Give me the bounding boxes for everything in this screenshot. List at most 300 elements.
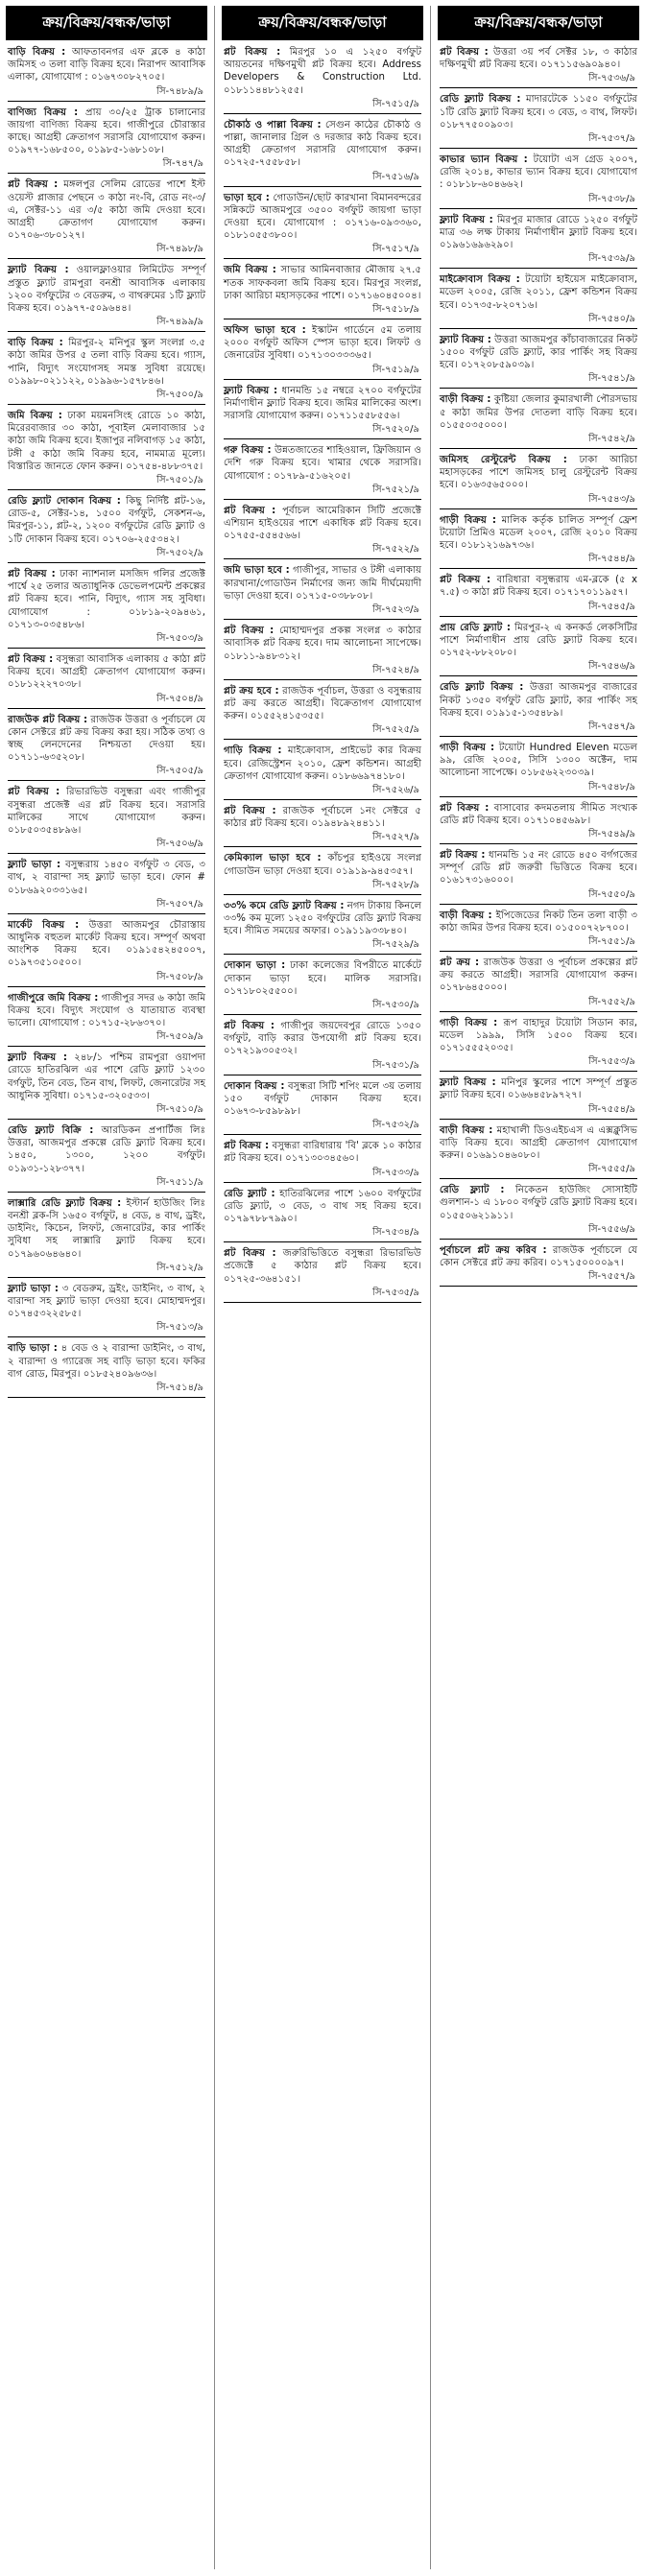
ad-code: সি-৭৫৫৬/৯: [440, 1222, 637, 1240]
ad-code: সি-৭৫২৭/৯: [224, 830, 421, 847]
ad-body: [8, 410, 205, 473]
ad-keyword: কাভার ভ্যান বিক্রয় :: [440, 154, 528, 166]
ad-text: ৩ বেডরুম, ড্রইং, ডাইনিং, ৩ বাথ, ২ বারান্দা সহ ফ্ল্যাট ভাড়া দেওয়া হবে। মোহাম্মদপুর। ০১৭৪৫৩২২৫৮৫।: [8, 1283, 205, 1320]
ad-code: সি-৭৫৫৩/৯: [440, 1054, 637, 1072]
ad-body: [440, 681, 637, 720]
ad-body: [224, 385, 421, 423]
ad-code: সি-৭৫৫২/৯: [440, 995, 637, 1012]
classified-ad: [438, 391, 639, 449]
ad-keyword: বাড়ি বিক্রয় :: [8, 47, 66, 58]
ad-body: [224, 505, 421, 543]
ad-text: ২৪৮/১ পশ্চিম রামপুরা ওয়াপদা রোডে হাতিরঝিল এর পাশে রেডি ফ্ল্যাট ১২৩০ বর্গফুট, তিন বেড, তিন বাথ, লিফট, জেনারেটর সহ আধুনিক সুবিধা। ০১৭১৫-৩২০৫৩৩।: [8, 1052, 205, 1101]
ad-code: সি-৭৫১৭/৯: [224, 242, 421, 259]
ad-code: সি-৭৫৩৭/৯: [440, 131, 637, 149]
ad-body: [8, 992, 205, 1030]
classified-ad: [6, 262, 207, 332]
ad-keyword: প্লট বিক্রয় :: [8, 787, 60, 798]
ad-body: [224, 852, 421, 877]
classified-ad: [438, 955, 639, 1012]
ad-code: সি-৭৫০৪/৯: [8, 692, 205, 709]
ad-body: [440, 273, 637, 312]
ad-body: [440, 742, 637, 780]
ad-body: [8, 46, 205, 84]
ad-text: বসুন্ধরা আবাসিক এলাকায় ৫ কাঠা প্লট বিক্রয় হবে। আগ্রহী ক্রেতাগণ যোগাযোগ করুন। ০১৮১২২২৭০৩৮।: [8, 653, 205, 691]
classified-ad: [438, 1242, 639, 1287]
ad-body: [224, 1140, 421, 1165]
ad-body: [440, 214, 637, 252]
ad-text: মোহাম্মদপুর প্রকল্প সংলগ্ন ৩ কাঠার আবাসিক প্লট বিক্রয় হবে। দাম আলোচনা সাপেক্ষে। ০১৮১১-৯৪৮৩১২।: [224, 626, 421, 662]
classified-ad: [6, 651, 207, 709]
ad-keyword: গাড়ি বিক্রয় :: [224, 745, 282, 757]
ad-keyword: প্লট বিক্রয় :: [224, 47, 281, 58]
ad-text: ঢাকা আরিচা মহাসড়কের পাশে জমিসহ চালু রেস্টুরেন্ট বিক্রয় হবে। ০১৬৩৫৬৫০০০।: [440, 455, 637, 491]
ad-code: সি-৭৫২৫/৯: [224, 722, 421, 740]
ad-keyword: প্লট বিক্রয় :: [440, 47, 489, 58]
classified-ad: [438, 908, 639, 952]
ad-body: [8, 786, 205, 837]
ad-code: সি-৭৫৩২/৯: [224, 1118, 421, 1135]
classified-ad: [6, 1340, 207, 1398]
classified-ad: [438, 1015, 639, 1073]
ad-code: সি-৭৫৪৪/৯: [440, 552, 637, 569]
ad-code: সি-৭৫৪৩/৯: [440, 492, 637, 509]
ad-keyword: ফ্ল্যাট ভাড়া :: [8, 860, 61, 871]
ad-body: [224, 900, 421, 938]
ad-body: [8, 919, 205, 970]
ad-code: সি-৭৫০৭/৯: [8, 897, 205, 914]
ad-body: [224, 1080, 421, 1119]
ad-text: ধানমন্ডি ১৫ নং রোডে ৪৫০ বর্গগজের সম্পূর্ণ রেডি প্লট জরুরী ভিত্তিতে বিক্রয় হবে। ০১৬১৭৩১৬০০০।: [440, 849, 637, 886]
classified-ad: [6, 990, 207, 1048]
ad-body: [224, 685, 421, 723]
ad-body: [8, 264, 205, 315]
ad-code: সি-৭৫০৮/৯: [8, 970, 205, 987]
ad-body: [440, 622, 637, 660]
ad-body: [224, 1188, 421, 1226]
ad-body: [8, 337, 205, 388]
ad-code: সি-৭৫৪৯/৯: [440, 827, 637, 844]
ad-code: সি-৭৫৫৫/৯: [440, 1162, 637, 1179]
ad-keyword: চৌকাঠ ও পাল্লা বিক্রয় :: [224, 119, 322, 130]
ad-keyword: বাড়ী বিক্রয় :: [440, 394, 491, 406]
ad-keyword: প্লট বিক্রয় :: [224, 1141, 270, 1152]
ad-text: মাদারটেকে ১১৫০ বর্গফুটের ১টি রেডি ফ্ল্যাট বিক্রয় হবে। ৩ বেড, ৩ বাথ, লিফট। ০১৮৭৭৫০০৯০৩।: [440, 94, 637, 130]
ad-text: গাজীপুর জয়দেবপুর রোডে ১৩৫০ বর্গফুট, বাড়ি করার উপযোগী প্লট বিক্রয় হবে। ০১৭২১৯৩০৫৩২।: [224, 1020, 421, 1057]
ad-keyword: ফ্ল্যাট বিক্রয় :: [8, 1052, 67, 1064]
ad-body: [8, 106, 205, 157]
ad-keyword: কেমিক্যাল ভাড়া হবে :: [224, 853, 322, 864]
ad-text: মহাখালী ডিওএইচএস এ এক্সক্লুসিভ বাড়ি বিক্রয় হবে। আগ্রহী ক্রেতাগণ যোগাযোগ করুন। ০১৬৯১০৪৬০৮০।: [440, 1124, 637, 1161]
ad-code: সি-৭৫১৯/৯: [224, 363, 421, 380]
section-header: ক্রয়/বিক্রয়/বন্ধক/ভাড়া: [222, 6, 423, 40]
classified-ad: [6, 1123, 207, 1193]
ad-keyword: রেডি ফ্ল্যাট :: [440, 1185, 505, 1196]
ad-body: [8, 1052, 205, 1102]
classified-ad: [438, 572, 639, 616]
ad-body: [440, 849, 637, 887]
ad-keyword: গাড়ী বিক্রয় :: [440, 742, 495, 753]
ad-text: প্রায় ৩০/২৫ ট্রাক চালানোর জায়গা বাণিজ্য বিক্রয় হবে। গাজীপুরে চৌরাস্তার কাছে। আগ্রহী ক্রেতাগণ সরাসরি যোগাযোগ করুন। ০১৯৭৭-১৬৮৫০০, ০১৯৮৫-১৬৮১০৮।: [8, 106, 205, 156]
ad-keyword: মাইক্রোবাস বিক্রয় :: [440, 274, 520, 286]
classified-ad: [438, 1075, 639, 1119]
ad-keyword: রেডি ফ্ল্যাট দোকান বিক্রয় :: [8, 496, 121, 508]
ad-text: উত্তরা আজমপুর চৌরাস্তায় আধুনিক বহুতল মার্কেট বিক্রয় হবে। সম্পূর্ণ অথবা আংশিক বিক্রয় হবে। ০১৯১৫৪২৪৫০০৭, ০১৯৭৩৫১০৫০০।: [8, 919, 205, 969]
classified-ad: [438, 847, 639, 905]
classified-ad: [6, 44, 207, 102]
ad-text: ইস্কাটন গার্ডেনে ৫ম তলায় ২০০০ বর্গফুট অফিস স্পেস ভাড়া হবে। লিফট ও জেনারেটর সুবিধা। ০১৭১৩০৩৩৩৬৫।: [224, 325, 421, 362]
ad-code: সি-৭৫৪২/৯: [440, 432, 637, 449]
ad-code: সি-৭৫৪৭/৯: [440, 720, 637, 737]
ad-keyword: প্লট বিক্রয় :: [440, 575, 491, 586]
ad-keyword: প্লট বিক্রয় :: [224, 1020, 275, 1031]
ad-body: [440, 574, 637, 599]
ad-body: [224, 744, 421, 783]
classified-ad: [222, 1078, 423, 1136]
ad-body: [440, 1184, 637, 1222]
classified-ad: [438, 620, 639, 677]
ad-text: ৪ বেড ও ২ বারান্দা ডাইনিং, ৩ বাথ, ২ বারান্দা ও গ্যারেজ সহ বাড়ি ভাড়া হবে। ফকির বাগ রোড, মিরপুর। ০১৮৫২৪০৯৬৩৬।: [8, 1343, 205, 1380]
ad-text: মাইক্রোবাস, প্রাইভেট কার বিক্রয় হবে। রেজিস্ট্রেশন ২০১০, ফ্রেশ কন্ডিশন। আগ্রহী ক্রেতাগণ যোগাযোগ করুন। ০১৮৬৬৯৭৪১৮০।: [224, 745, 421, 782]
ad-text: উন্নতজাতের শাহিওয়াল, ফ্রিজিয়ান ও দেশি গরু বিক্রয় হবে। খামার থেকে সরাসরি। যোগাযোগ : ০১৭৮৯-৫১৬২০৫।: [224, 445, 421, 482]
classified-ad: [438, 91, 639, 149]
classified-ad: [222, 743, 423, 800]
ad-keyword: পূর্বাচলে প্লট ক্রয় করিব :: [440, 1244, 547, 1256]
ad-code: সি-৭৫১১/৯: [8, 1175, 205, 1193]
ad-code: সি-৭৫১৪/৯: [8, 1381, 205, 1398]
classified-ad: [222, 503, 423, 560]
classified-ad: [438, 452, 639, 509]
ad-text: টয়োটা হাইয়েস মাইক্রোবাস, মডেল ২০০৫, রেজি ২০১১, ফ্রেশ কন্ডিশন বিক্রয় হবে। ০১৭৩৫-৮২০৭১৬।: [440, 274, 637, 311]
ad-code: সি-৭৫৩৪/৯: [224, 1225, 421, 1242]
ad-keyword: গাজীপুরে জমি বিক্রয় :: [8, 992, 99, 1004]
ad-body: [224, 324, 421, 363]
column-divider: [430, 6, 431, 2569]
ad-code: সি-৭৫২২/৯: [224, 542, 421, 559]
classified-ad: [222, 562, 423, 620]
ad-text: উত্তরা আজমপুর কাঁচাবাজারের নিকট ১৫০০ বর্গফুট রেডি ফ্ল্যাট, কার পার্কিং সহ বিক্রয় হবে। ০১৭২০৮৫৯০৩৯।: [440, 334, 637, 371]
ad-text: নগদ টাকায় কিনলে ৩৩% কম মূল্যে ১২৫০ বর্গফুটের রেডি ফ্ল্যাট বিক্রয় হবে। সীমিত সময়ের অফার। ০১৯১১৯৩৩৮৪০।: [224, 900, 422, 937]
ad-code: সি-৭৫২০/৯: [224, 422, 421, 439]
ad-code: সি-৭৫৫৭/৯: [440, 1269, 637, 1287]
ad-keyword: প্লট বিক্রয় :: [224, 626, 275, 637]
classified-ad: [222, 1245, 423, 1303]
classified-ad: [222, 322, 423, 380]
ad-keyword: প্রায় রেডি ফ্ল্যাট :: [440, 622, 511, 633]
ad-text: ঢাকা ময়মনসিংহ রোডে ১০ কাঠা, মিরেরবাজার ৩০ কাঠা, পূবাইল মেলাবাজার ১৫ কাঠা জমি বিক্রয় হবে। ইজাপুর নলিবাগড় ১৫ কাঠা, টঙ্গী ৫ কাঠা জমি বিক্রয় হবে, নামমাত্র মূল্যে। বিস্তারিত জানতে ফোন করুন। ০১৭৫৪-৪৮৮৩৭৫।: [8, 411, 205, 472]
ad-text: মিরপুর-২ এ কনকর্ড লেকসিটির পাশে নির্মাণাধীন প্রায় রেডি ফ্ল্যাট বিক্রয় হবে। ০১৭৫২-৮৮২০৮০।: [440, 622, 638, 659]
ad-text: মালিক কর্তৃক চালিত সম্পূর্ণ ফ্রেশ টয়োটা প্রিমিও মডেল ২০০৭, রেজি ২০১০ বিক্রয় হবে। ০১৮১২১৬৯৭৩৬।: [440, 514, 637, 552]
ad-text: হাতিরঝিলের পাশে ১৬০০ বর্গফুটের রেডি ফ্ল্যাট, ৩ বেড, ৩ বাথ সহ বিক্রয় হবে। ০১৭৯৭৮৮৭৯৯০।: [224, 1188, 421, 1224]
ad-text: ঢাকা ন্যাশনাল মসজিদ গলির প্রজেক্ট পার্শ্বে ২৫ তলার অত্যাধুনিক ডেভেলপমেন্ট প্রকল্পের প্লট বিক্রয় হবে। পানি, বিদ্যুৎ, গ্যাস সহ সুবিধা। যোগাযোগ : ০১৮১৯-২০৯৪৬১, ০১৭১৩-০৩৫৪৮৬।: [8, 568, 205, 630]
classified-ad: [222, 117, 423, 187]
ad-keyword: প্লট বিক্রয় :: [224, 805, 276, 816]
ad-keyword: লাক্সারি রেডি ফ্ল্যাট বিক্রয় :: [8, 1197, 122, 1209]
ad-code: সি-৭৫৪৬/৯: [440, 659, 637, 676]
ad-body: [8, 1124, 205, 1175]
ad-code: সি-৭৪৭/৯: [8, 156, 205, 174]
ad-body: [440, 393, 637, 432]
ad-keyword: প্লট বিক্রয় :: [440, 802, 490, 814]
ad-text: টয়োটা এস গ্রেড ২০০৭, রেজি ২০১৪, কাভার ভ্যান বিক্রয় হবে। যোগাযোগ : ০১৮১৮-৬০৪৬৬২।: [440, 154, 637, 191]
ad-keyword: গাড়ী বিক্রয় :: [440, 514, 496, 526]
ad-code: সি-৭৫০১/৯: [8, 473, 205, 490]
ad-body: [224, 192, 421, 243]
ad-keyword: বাড়ী বিক্রয় :: [440, 910, 492, 921]
classified-ad: [438, 512, 639, 570]
ad-keyword: প্লট বিক্রয় :: [440, 849, 486, 861]
ad-text: রূপ বাহাদুর টয়োটা সিডান কার, মডেল ১৯৯৯, সিসি ১৫০০ বিক্রয় হবে। ০১৭১৫৫৫২০৩৫।: [440, 1017, 637, 1053]
classified-ad: [222, 850, 423, 894]
ad-keyword: রাজউক প্লট বিক্রয় :: [8, 714, 88, 725]
ad-text: গাজীপুর সদর ৬ কাঠা জমি বিক্রয় হবে। বিদ্যুৎ সংযোগ ও যাতায়াত ব্যবস্থা ভালো। যোগাযোগ : ০১৭১৫-২৮৬৩৭০।: [8, 992, 206, 1028]
ad-code: সি-৭৫১০/৯: [8, 1102, 205, 1120]
ad-text: গোডাউন/ছোট কারখানা বিমানবন্দরের সন্নিকটে আজমপুরে ৩৫০০ বর্গফুট জায়গা ভাড়া দেওয়া হবে। যোগাযোগ : ০১৭১৬-০৯৩৩৬০, ০১৮১০৫৫৩৮০০।: [224, 192, 421, 242]
classified-ad: [438, 800, 639, 844]
classified-ad: [222, 683, 423, 741]
ad-keyword: ৩৩% কমে রেডি ফ্ল্যাট বিক্রয় :: [224, 900, 345, 911]
ad-text: ওয়ালফ্লাওয়ার লিমিটেড সম্পূর্ণ প্রস্তুত ফ্ল্যাট রামপুরা বনশ্রী আবাসিক এলাকায় ১২০০ বর্গফুটের ৩ বেডরুম, ৩ বাথরুমের ১টি ফ্ল্যাট বিক্রয় হবে। ০১৯৭৭-৫০৯৬৪৪।: [8, 265, 205, 315]
ad-text: বাসাবোর কদমতলায় সীমিত সংখ্যক রেডি প্লট বিক্রয় হবে। ০১৭১০৪৫৬৯৮।: [440, 802, 637, 826]
classified-ad: [6, 105, 207, 175]
ad-text: আফতাবনগর এফ ব্লকে ৪ কাঠা জমিসহ ৩ তলা বাড়ি বিক্রয় হবে। নিরাপদ আবাসিক এলাকা, যোগাযোগ : ০১৬৭৩০৮২৭০৫।: [8, 47, 205, 83]
ad-keyword: বাড়ি বিক্রয় :: [8, 338, 63, 349]
classified-ad: [222, 383, 423, 440]
ad-text: রাজউক পূর্বাচলে যে কোন সেক্টরে প্লট ক্রয় করিব। ০১৭১৫০০০০৯৭।: [440, 1244, 637, 1268]
ad-code: সি-৭৫৪০/৯: [440, 312, 637, 329]
classified-ad: [6, 493, 207, 563]
ad-body: [224, 959, 421, 998]
ad-code: সি-৭৫৪১/৯: [440, 371, 637, 389]
column-1: [6, 6, 207, 2569]
section-header: ক্রয়/বিক্রয়/বন্ধক/ভাড়া: [438, 6, 639, 40]
ad-keyword: রেডি ফ্ল্যাট বিক্রয় :: [440, 682, 524, 694]
ad-text: রাজউক উত্তরা ও পূর্বাচল প্রকল্পের প্লট ক্রয় করতে আগ্রহী। সরাসরি যোগাযোগ করুন। ০১৭৮৬৪৫০০০।: [440, 957, 637, 994]
ad-text: রাজউক পূর্বাচলে ১নং সেক্টরে ৫ কাঠার প্লট বিক্রয় হবে। ০১৯৪৮৯২৪৪১১।: [224, 805, 421, 830]
classified-ad: [438, 679, 639, 737]
column-3: [438, 6, 639, 2569]
classified-ad: [222, 1018, 423, 1075]
ad-body: [224, 805, 421, 830]
ad-keyword: প্লট বিক্রয় :: [8, 179, 59, 191]
section-header: ক্রয়/বিক্রয়/বন্ধক/ভাড়া: [6, 6, 207, 40]
classified-ad: [222, 1186, 423, 1243]
classified-ad: [222, 957, 423, 1015]
ad-code: সি-৭৫১৬/৯: [224, 170, 421, 187]
ad-keyword: গরু বিক্রয় :: [224, 445, 272, 457]
ad-code: সি-৭৫৪৮/৯: [440, 780, 637, 797]
ad-body: [224, 625, 421, 663]
ad-keyword: রেডি ফ্ল্যাট :: [224, 1188, 275, 1199]
classified-ad: [6, 335, 207, 405]
classified-ad: [438, 740, 639, 797]
ad-text: মিরপুর মাজার রোডে ১২৫০ বর্গফুট মাত্র ৩৬ লক্ষ টাকায় নির্মাণাধীন ফ্ল্যাট বিক্রয় হবে। ০১৯৬১৬৯৬২৯০।: [440, 214, 637, 251]
ad-code: সি-৭৫০৬/৯: [8, 837, 205, 854]
ad-code: সি-৭৫৩৯/৯: [440, 251, 637, 269]
ad-text: ধানমন্ডি ১৫ নম্বরে ২৭০০ বর্গফুটের নির্মাণাধীন ফ্ল্যাট বিক্রয় হবে। জমির মালিকের অংশ। সরাসরি যোগাযোগ করুন। ০১৭১১৫৫৮৫৫৬।: [224, 385, 421, 422]
classified-ad: [6, 712, 207, 782]
ad-text: কিছু নির্দিষ্ট প্লট-১৬, রোড-৫, সেক্টর-১৪, ১৫০০ বর্গফুট, সেকশন-৬, মিরপুর-১১, প্লট-২, ১২০০ বর্গফুটের রেডি ফ্ল্যাট ও ১টি দোকান বিক্রয় হবে। ০১৭০৬-২৫৫৩৪২।: [8, 496, 205, 545]
classified-ad: [438, 152, 639, 209]
ad-keyword: বাড়ি ভাড়া :: [8, 1343, 58, 1355]
ad-body: [440, 46, 637, 71]
ad-body: [8, 568, 205, 631]
ad-text: সেগুন কাঠের চৌকাঠ ও পাল্লা, জানালার গ্রিল ও দরজার কাঠ বিক্রয় হবে। আগ্রহী ক্রেতাগণ সরাসরি যোগাযোগ করুন। ০১৭২৫-৭৫৫৮৫৮।: [224, 119, 421, 169]
classified-ad: [222, 623, 423, 680]
ad-code: সি-৭৫০৯/৯: [8, 1029, 205, 1047]
ad-code: সি-৭৫৪৫/৯: [440, 600, 637, 617]
ad-keyword: জমি বিক্রয় :: [8, 411, 62, 422]
classified-ad: [6, 1195, 207, 1278]
ad-keyword: ফ্ল্যাট বিক্রয় :: [8, 265, 69, 276]
ad-keyword: মার্কেট বিক্রয় :: [8, 919, 80, 931]
classified-ad: [438, 44, 639, 88]
ad-keyword: ভাড়া হবে :: [224, 192, 270, 203]
classified-ad: [222, 803, 423, 847]
ad-body: [224, 444, 421, 483]
ad-text: পূর্বাচল আমেরিকান সিটি প্রজেক্টে এশিয়ান হাইওয়ের পাশে একাধিক প্লট বিক্রয় হবে। ০১৭৫৫-৫৫৪৫৬৬।: [224, 505, 421, 542]
ad-text: টয়োটা Hundred Eleven মডেল ৯৯, রেজি ২০০৫, সিসি ১৩০০ অক্টেন, দাম আলোচনা সাপেক্ষে। ০১৮৫৬২২৩০৩৯।: [440, 742, 637, 779]
ad-code: সি-৭৪৯৯/৯: [8, 315, 205, 332]
ad-keyword: দোকান ভাড়া :: [224, 960, 286, 972]
classified-ad: [222, 1138, 423, 1182]
ad-keyword: প্লট বিক্রয় :: [8, 653, 54, 665]
ad-keyword: জমি ভাড়া হবে :: [224, 565, 290, 577]
ad-code: সি-৭৫০৩/৯: [8, 631, 205, 649]
classified-ad: [222, 898, 423, 956]
ad-body: [224, 264, 421, 302]
classified-ad: [222, 262, 423, 319]
ad-keyword: প্লট বিক্রয় :: [224, 505, 276, 516]
ad-text: উত্তরা ৩য় পর্ব সেক্টর ১৮, ৩ কাঠার দক্ষিণমুখী প্লট বিক্রয় হবে। ০১৭১১৫৬৯০৯৪০।: [440, 47, 637, 71]
ad-text: রিভারভিউ বসুন্ধরা এবং গাজীপুর বসুন্ধরা প্রজেক্ট এর প্লট বিক্রয় হবে। সরাসরি মালিকের সাথে যোগাযোগ করুন। ০১৮৫০৩৫৪৮৯৬।: [8, 787, 205, 836]
ad-text: ইপিজেডের নিকট তিন তলা বাড়ী ৩ কাঠা জমির উপর বিক্রয় হবে। ০১৫০০৭২৮৭০০।: [440, 910, 637, 934]
ad-body: [440, 154, 637, 192]
ad-body: [440, 1017, 637, 1055]
ad-code: সি-৭৫২৪/৯: [224, 663, 421, 680]
ad-keyword: প্লট বিক্রয় :: [224, 1248, 276, 1260]
ad-code: সি-৭৫৫১/৯: [440, 934, 637, 952]
ad-text: সাভার আমিনবাজার মৌজায় ২৭.৫ শতক সাফকবলা জমি বিক্রয় হবে। মিরপুর সংলগ্ন, ঢাকা আরিচা মহাসড়কের পাশে। ০১৭১৬০৪৫০০৪।: [224, 265, 421, 301]
ad-keyword: ফ্ল্যাট বিক্রয় :: [440, 334, 491, 345]
ad-body: [8, 1283, 205, 1321]
ad-text: মিরপুর-২ মনিপুর স্কুল সংলগ্ন ৩.৫ কাঠা জমির উপর ৫ তলা বাড়ি বিক্রয় হবে। গ্যাস, পানি, বিদ্যুৎ সংযোগসহ সমস্ত সুবিধা রয়েছে। ০১৯৯৮-০২১১২২, ০১৯৯৬-১৫৭৮৪৬।: [8, 338, 205, 387]
classified-ad: [6, 917, 207, 987]
ad-body: [224, 119, 421, 170]
ad-text: মনিপুর স্কুলের পাশে সম্পূর্ণ প্রস্তুত ফ্ল্যাট বিক্রয় হবে। ০১৬৬৪৫৮৯৭২৭।: [440, 1077, 637, 1101]
ad-text: রাজউক পূর্বাচল, উত্তরা ও বসুন্ধরায় প্লট ক্রয় করতে আগ্রহী। বিক্রেতাগণ যোগাযোগ করুন। ০১৫৫২৪১৫৩৫৫।: [224, 685, 421, 722]
classified-ad: [438, 272, 639, 329]
ad-code: সি-৭৫০৫/৯: [8, 764, 205, 781]
ad-text: বসুন্ধরায় ১৪৫০ বর্গফুট ৩ বেড, ৩ বাথ, ২ বারান্দা সহ ফ্ল্যাট ভাড়া হবে। ফোন # ০১৮৬৯২০৩৩১৬৫।: [8, 860, 205, 896]
ad-code: সি-৭৫১৫/৯: [224, 97, 421, 114]
ad-body: [8, 1197, 205, 1261]
ad-code: সি-৭৫২১/৯: [224, 483, 421, 500]
classified-ad: [438, 1182, 639, 1240]
ad-code: সি-৭৫২৯/৯: [224, 937, 421, 955]
ad-body: [440, 1244, 637, 1269]
ad-text: গাজীপুর, সাভার ও টঙ্গী এলাকায় কারখানা/গোডাউন নির্মাণের জন্য জমি দীর্ঘমেয়াদী ভাড়া দেওয়া হবে। ০১৭১৫-০৩৮৮০৮।: [224, 565, 421, 602]
classified-ad: [6, 784, 207, 854]
ad-code: সি-৭৫২৮/৯: [224, 878, 421, 895]
ad-text: রাজউক উত্তরা ও পূর্বাচলে যে কোন সেক্টরে প্লট ক্রয় বিক্রয় করা হয়। সঠিক তথ্য ও স্বচ্ছ লেনদেনের নিশ্চয়তা দেওয়া হয়। ০১৭১১-৬৩৫২০৮।: [8, 714, 206, 764]
ad-body: [440, 802, 637, 827]
classified-ad: [6, 408, 207, 490]
ad-code: সি-৭৫৩৮/৯: [440, 192, 637, 209]
ad-text: ঢাকা কলেজের বিপরীতে মার্কেটে দোকান ভাড়া হবে। মালিক সরাসরি। ০১৭১৮০২৫৫০০।: [224, 960, 421, 997]
ad-body: [440, 93, 637, 131]
ad-code: সি-৭৫৩৬/৯: [440, 71, 637, 88]
classified-ad: [438, 332, 639, 390]
ad-keyword: ফ্ল্যাট বিক্রয় :: [440, 214, 493, 225]
ad-text: বসুন্ধরা সিটি শপিং মলে ৩য় তলায় ১৫০ বর্গফুট দোকান বিক্রয় হবে। ০১৬৭৩-৮৫৯৮৯৮।: [224, 1080, 422, 1117]
ad-code: সি-৭৫৩০/৯: [224, 998, 421, 1015]
ad-keyword: রেডি ফ্ল্যাট বিক্রয় :: [440, 94, 521, 106]
ad-code: সি-৭৫০২/৯: [8, 546, 205, 563]
ad-code: সি-৭৪৮৯/৯: [8, 84, 205, 102]
ad-text: মিরপুর ১০ এ ১২৫০ বর্গফুট আয়তনের দক্ষিণমুখী প্লট বিক্রয় হবে। Address Developers & Construction Ltd. ০১৮১১৪৪৮১২৫৫।: [224, 47, 421, 96]
ad-text: নিকেতন হাউজিং সোসাইটি গুলশান-১ এ ১৮০০ বর্গফুট রেডি ফ্ল্যাট বিক্রয় হবে। ০১৫৫০৬২১৯১১।: [440, 1185, 637, 1221]
ad-body: [8, 859, 205, 897]
classified-ad: [6, 177, 207, 259]
ad-keyword: প্লট ক্রয় হবে :: [224, 685, 279, 697]
column-divider: [214, 6, 215, 2569]
classified-ad: [222, 190, 423, 260]
ad-code: সি-৭৫৩১/৯: [224, 1058, 421, 1075]
ad-code: সি-৭৫১৮/৯: [224, 302, 421, 319]
ad-keyword: রেডি ফ্ল্যাট বিক্রি :: [8, 1124, 94, 1136]
ad-body: [224, 564, 421, 603]
ad-keyword: অফিস ভাড়া হবে :: [224, 325, 306, 337]
column-2: [222, 6, 423, 2569]
ad-code: সি-৭৫১৩/৯: [8, 1320, 205, 1337]
ad-keyword: বাড়ী বিক্রয় :: [440, 1124, 493, 1136]
ad-code: সি-৭৫২৩/৯: [224, 603, 421, 620]
ad-code: সি-৭৪৯৮/৯: [8, 242, 205, 259]
ad-text: বসুন্ধরা বারিধারায় 'বি' ব্লকে ১০ কাঠার প্লট বিক্রয় হবে। ০১৭১৩০৩৪৫৬০।: [224, 1141, 421, 1165]
ad-keyword: জমিসহ রেস্টুরেন্ট বিক্রয় :: [440, 455, 567, 466]
classified-ad: [222, 442, 423, 500]
ad-body: [8, 178, 205, 242]
ad-body: [440, 454, 637, 492]
classified-ad: [6, 1050, 207, 1120]
ad-body: [440, 334, 637, 372]
ad-text: কুষ্টিয়া জেলার কুমারখালী পৌরসভায় ৫ কাঠা জমির উপর দোতলা বাড়ি বিক্রয় হবে। ০১৫৫০৩৫০০০।: [440, 394, 637, 431]
ad-body: [224, 1020, 421, 1058]
ad-text: জরুরিভিত্তিতে বসুন্ধরা রিভারভিউ প্রজেক্টে ৫ কাঠার প্লট বিক্রয় হবে। ০১৭২৫-৩৬৪১৫১।: [224, 1248, 421, 1285]
classified-ad: [438, 212, 639, 270]
ad-body: [8, 714, 205, 765]
ad-keyword: বাণিজ্য বিক্রয় :: [8, 106, 79, 118]
ad-keyword: ফ্ল্যাট বিক্রয় :: [440, 1077, 496, 1089]
classified-ad: [6, 1281, 207, 1338]
ad-code: সি-৭৫৩৩/৯: [224, 1166, 421, 1183]
ad-keyword: ফ্ল্যাট বিক্রয় :: [224, 385, 278, 396]
ad-keyword: গাড়ী বিক্রয় :: [440, 1017, 498, 1028]
ad-body: [440, 1076, 637, 1101]
ad-body: [8, 495, 205, 546]
ad-code: সি-৭৫২৬/৯: [224, 783, 421, 800]
ad-text: কাঁচপুর হাইওয়ে সংলগ্ন গোডাউন ভাড়া দেওয়া হবে। ০১৯১৯-৯৪৫৩৫৭।: [224, 853, 422, 877]
ad-text: বারিধারা বসুন্ধরায় এম-ব্লকে (৫ x ৭.৫) ৩ কাঠা প্লট বিক্রয় হবে। ০১৭১৭০১১৯৫৭।: [440, 575, 637, 599]
ad-keyword: প্লট ক্রয় :: [440, 957, 480, 968]
ad-body: [8, 1342, 205, 1381]
ad-text: ইস্টার্ন হাউজিং লিঃ বনশ্রী ব্লক-সি ১৬৫০ বর্গফুট, ৪ বেড, ৪ বাথ, ড্রইং, ডাইনিং, কিচেন, লিফট, জেনারেটর, কার পার্কিং সুবিধা সহ লাক্সারি ফ্ল্যাট বিক্রয় হবে। ০১৭৯৬০৬৪৬৪০।: [8, 1197, 205, 1260]
ad-keyword: দোকান বিক্রয় :: [224, 1080, 285, 1092]
ad-keyword: প্লট বিক্রয় :: [8, 568, 56, 579]
ad-code: সি-৭৫৫৪/৯: [440, 1102, 637, 1120]
ad-keyword: ফ্ল্যাট ভাড়া :: [8, 1283, 59, 1294]
ad-body: [224, 1247, 421, 1286]
